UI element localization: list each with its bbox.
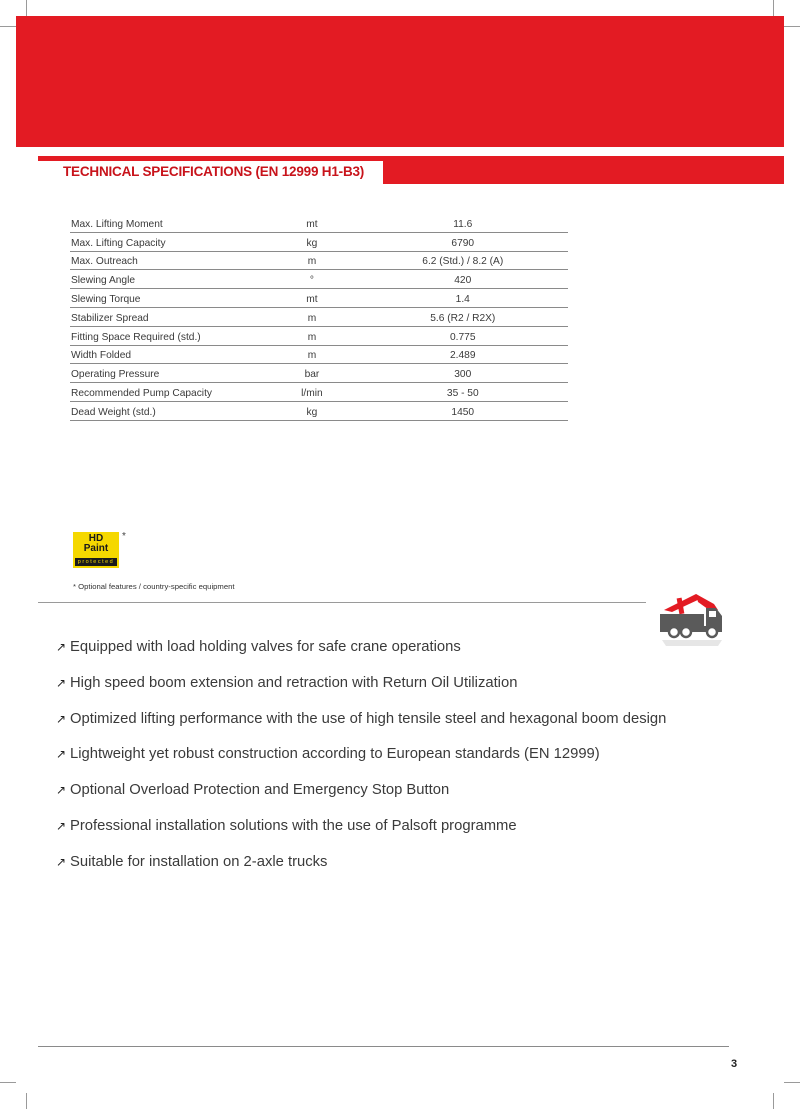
spec-value: 5.6 (R2 / R2X) <box>357 307 568 326</box>
divider <box>38 602 646 603</box>
spec-label: Slewing Torque <box>70 289 266 308</box>
spec-unit: mt <box>266 289 356 308</box>
spec-unit: ° <box>266 270 356 289</box>
feature-item <box>56 781 666 817</box>
spec-label: Fitting Space Required (std.) <box>70 326 266 345</box>
feature-item <box>56 710 666 746</box>
spec-value: 11.6 <box>357 214 568 232</box>
spec-label: Slewing Angle <box>70 270 266 289</box>
header-banner <box>16 16 784 147</box>
crop-mark <box>26 1093 27 1109</box>
arrow-up-right-icon: ↗ <box>56 818 67 833</box>
spec-table <box>70 214 568 421</box>
arrow-up-right-icon: ↗ <box>56 711 67 726</box>
spec-unit: m <box>266 345 356 364</box>
crop-mark <box>26 0 27 16</box>
spec-unit: m <box>266 251 356 270</box>
feature-item <box>56 638 666 674</box>
hd-paint-logo-line2: Paint <box>83 543 109 554</box>
spec-row <box>70 270 568 289</box>
arrow-up-right-icon: ↗ <box>56 854 67 869</box>
feature-item <box>56 674 666 710</box>
spec-value: 300 <box>357 364 568 383</box>
spec-label: Stabilizer Spread <box>70 307 266 326</box>
crop-mark <box>773 0 774 16</box>
spec-label: Width Folded <box>70 345 266 364</box>
feature-item <box>56 853 666 889</box>
spec-label: Recommended Pump Capacity <box>70 383 266 402</box>
spec-unit: m <box>266 326 356 345</box>
spec-table-body <box>70 214 568 420</box>
crop-mark <box>0 1082 16 1083</box>
feature-text: Lightweight yet robust construction according to European standards (EN 12999) <box>70 746 600 763</box>
feature-text: Optional Overload Protection and Emergency Stop Button <box>70 782 450 799</box>
spec-row <box>70 214 568 232</box>
spec-label: Dead Weight (std.) <box>70 401 266 420</box>
section-title: TECHNICAL SPECIFICATIONS (EN 12999 H1-B3) <box>63 164 365 179</box>
spec-label: Max. Lifting Capacity <box>70 232 266 251</box>
feature-item <box>56 817 666 853</box>
spec-unit: m <box>266 307 356 326</box>
section-header-bar <box>38 156 784 184</box>
feature-text: Suitable for installation on 2-axle trucks <box>70 853 328 870</box>
crop-mark <box>784 26 800 27</box>
crop-mark <box>784 1082 800 1083</box>
arrow-up-right-icon: ↗ <box>56 675 67 690</box>
arrow-up-right-icon: ↗ <box>56 640 67 654</box>
optional-asterisk: * <box>122 531 126 542</box>
crop-mark <box>773 1093 774 1109</box>
arrow-up-right-icon: ↗ <box>56 747 67 762</box>
spec-unit: kg <box>266 232 356 251</box>
page-number: 3 <box>731 1058 738 1070</box>
hd-paint-logo-strip: protected <box>75 558 117 566</box>
spec-label: Max. Outreach <box>70 251 266 270</box>
spec-unit: mt <box>266 214 356 232</box>
arrow-up-right-icon: ↗ <box>56 783 67 798</box>
optional-features-footnote: * Optional features / country-specific equipment <box>73 582 235 591</box>
spec-label: Operating Pressure <box>70 364 266 383</box>
hd-paint-logo-line1: HD <box>88 533 104 544</box>
spec-row <box>70 232 568 251</box>
footer-divider <box>38 1046 729 1047</box>
spec-value: 6790 <box>357 232 568 251</box>
spec-row <box>70 364 568 383</box>
spec-row <box>70 345 568 364</box>
spec-value: 6.2 (Std.) / 8.2 (A) <box>357 251 568 270</box>
feature-text: Optimized lifting performance with the use of high tensile steel and hexagonal boom design <box>70 710 667 727</box>
crop-mark <box>0 26 16 27</box>
spec-row <box>70 289 568 308</box>
spec-unit: bar <box>266 364 356 383</box>
feature-item <box>56 745 666 781</box>
spec-value: 0.775 <box>357 326 568 345</box>
spec-unit: l/min <box>266 383 356 402</box>
feature-text: High speed boom extension and retraction with Return Oil Utilization <box>70 674 518 691</box>
spec-row <box>70 307 568 326</box>
spec-label: Max. Lifting Moment <box>70 214 266 232</box>
feature-text: Professional installation solutions with the use of Palsoft programme <box>70 817 517 834</box>
spec-value: 2.489 <box>357 345 568 364</box>
feature-text: Equipped with load holding valves for safe crane operations <box>70 639 461 655</box>
spec-row <box>70 383 568 402</box>
spec-value: 420 <box>357 270 568 289</box>
spec-row <box>70 251 568 270</box>
spec-row <box>70 401 568 420</box>
spec-unit: kg <box>266 401 356 420</box>
spec-value: 1.4 <box>357 289 568 308</box>
spec-value: 35 - 50 <box>357 383 568 402</box>
truck-crane-icon <box>658 590 728 648</box>
spec-value: 1450 <box>357 401 568 420</box>
feature-list <box>56 638 666 889</box>
hd-paint-logo <box>73 532 119 568</box>
spec-row <box>70 326 568 345</box>
